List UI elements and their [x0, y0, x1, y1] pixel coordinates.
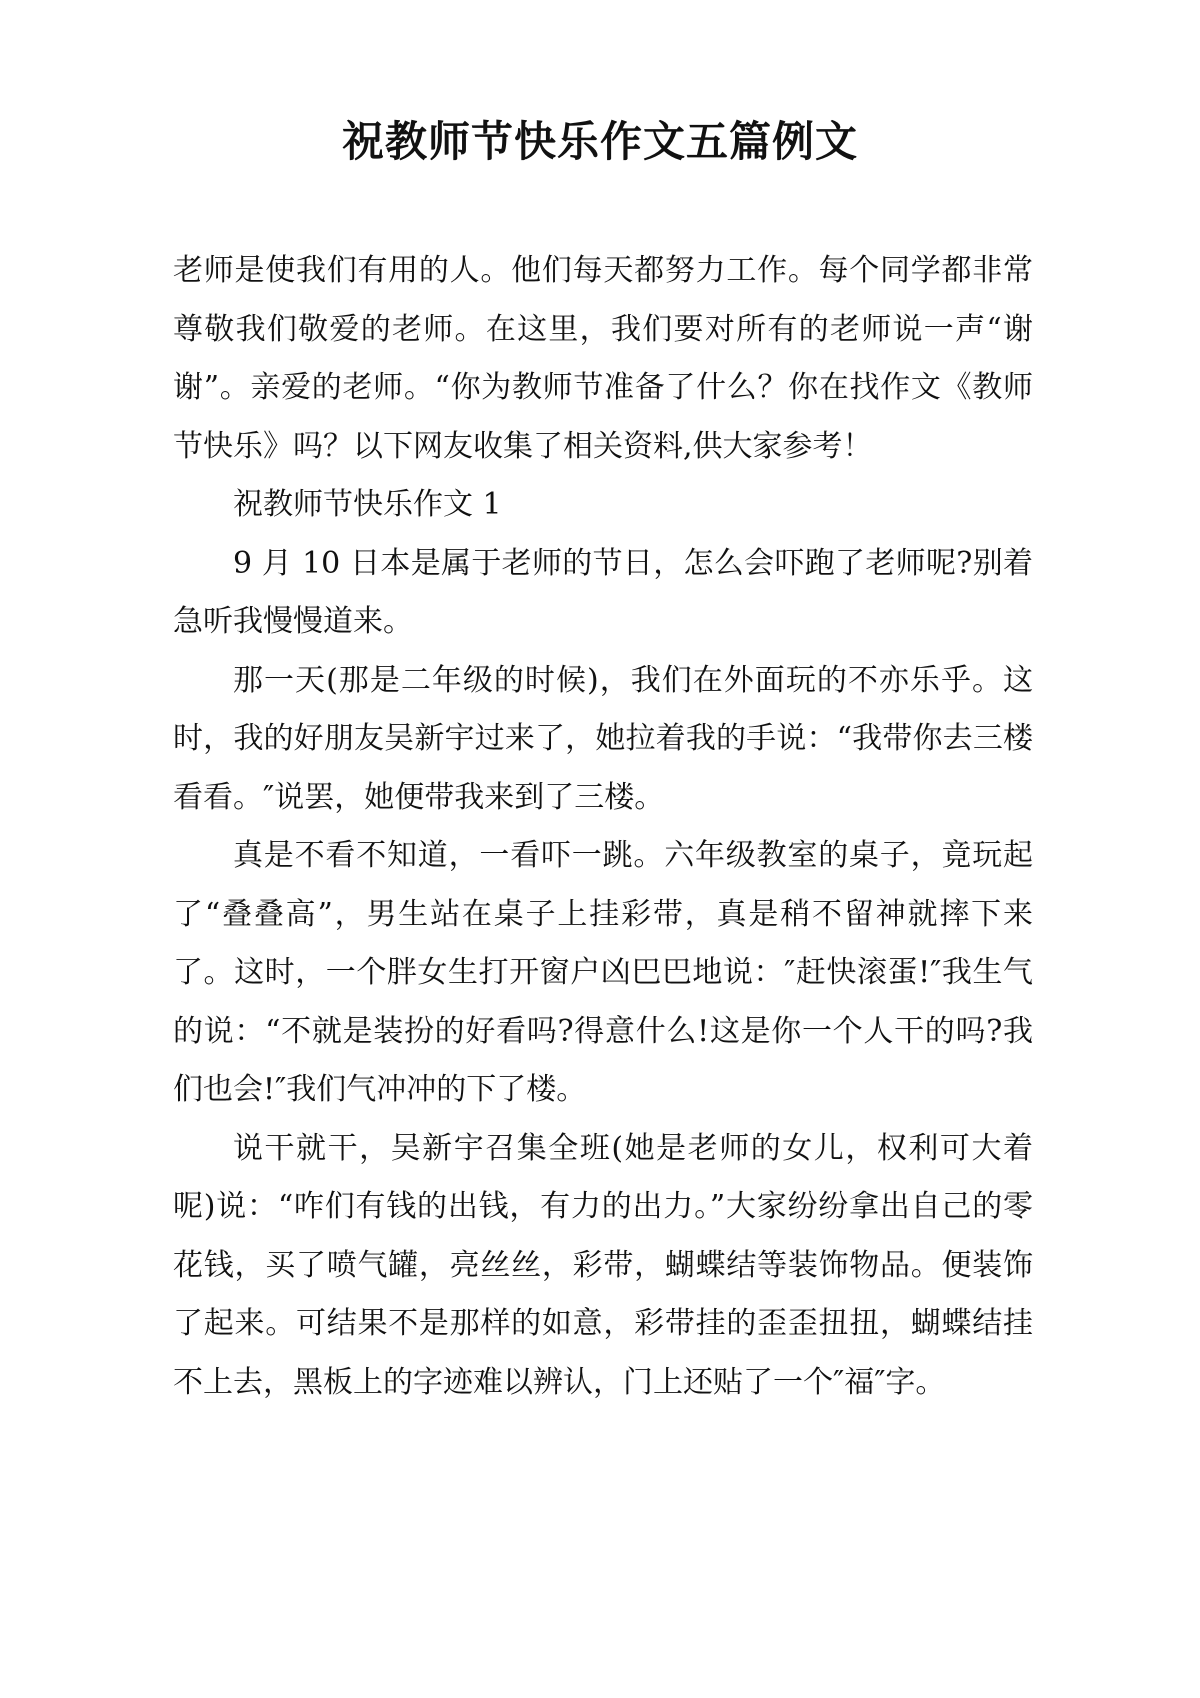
paragraph: 9 月 10 日本是属于老师的节日，怎么会吓跑了老师呢?别着急听我慢慢道来。: [173, 545, 1033, 639]
paragraph: 那一天(那是二年级的时候)，我们在外面玩的不亦乐乎。这时，我的好朋友吴新宇过来了，她拉着我的手说：“我带你去三楼看看。″说罢，她便带我来到了三楼。: [173, 662, 1033, 815]
paragraph: 真是不看不知道，一看吓一跳。六年级教室的桌子，竟玩起了“叠叠高”，男生站在桌子上挂彩带，真是稍不留神就摔下来了。这时，一个胖女生打开窗户凶巴巴地说：″赶快滚蛋!″我生气的说：“不就是装扮的好看吗?得意什么!这是你一个人干的吗?我们也会!″我们气冲冲的下了楼。: [173, 838, 1033, 1107]
paragraph: 说干就干，吴新宇召集全班(她是老师的女儿，权利可大着呢)说：“咋们有钱的出钱，有力的出力。”大家纷纷拿出自己的零花钱，买了喷气罐，亮丝丝，彩带，蝴蝶结等装饰物品。便装饰了起来。可结果不是那样的如意，彩带挂的歪歪扭扭，蝴蝶结挂不上去，黑板上的字迹难以辨认，门上还贴了一个″福″字。: [173, 1130, 1033, 1400]
intro-paragraph: 老师是使我们有用的人。他们每天都努力工作。每个同学都非常尊敬我们敬爱的老师。在这里，我们要对所有的老师说一声“谢谢”。亲爱的老师。“你为教师节准备了什么？你在找作文《教师节快乐》吗？以下网友收集了相关资料,供大家参考！: [173, 253, 1033, 464]
document-body: [173, 242, 1033, 1412]
document-title: 祝教师节快乐作文五篇例文: [341, 117, 858, 166]
essay-heading: 祝教师节快乐作文 1: [233, 487, 502, 522]
